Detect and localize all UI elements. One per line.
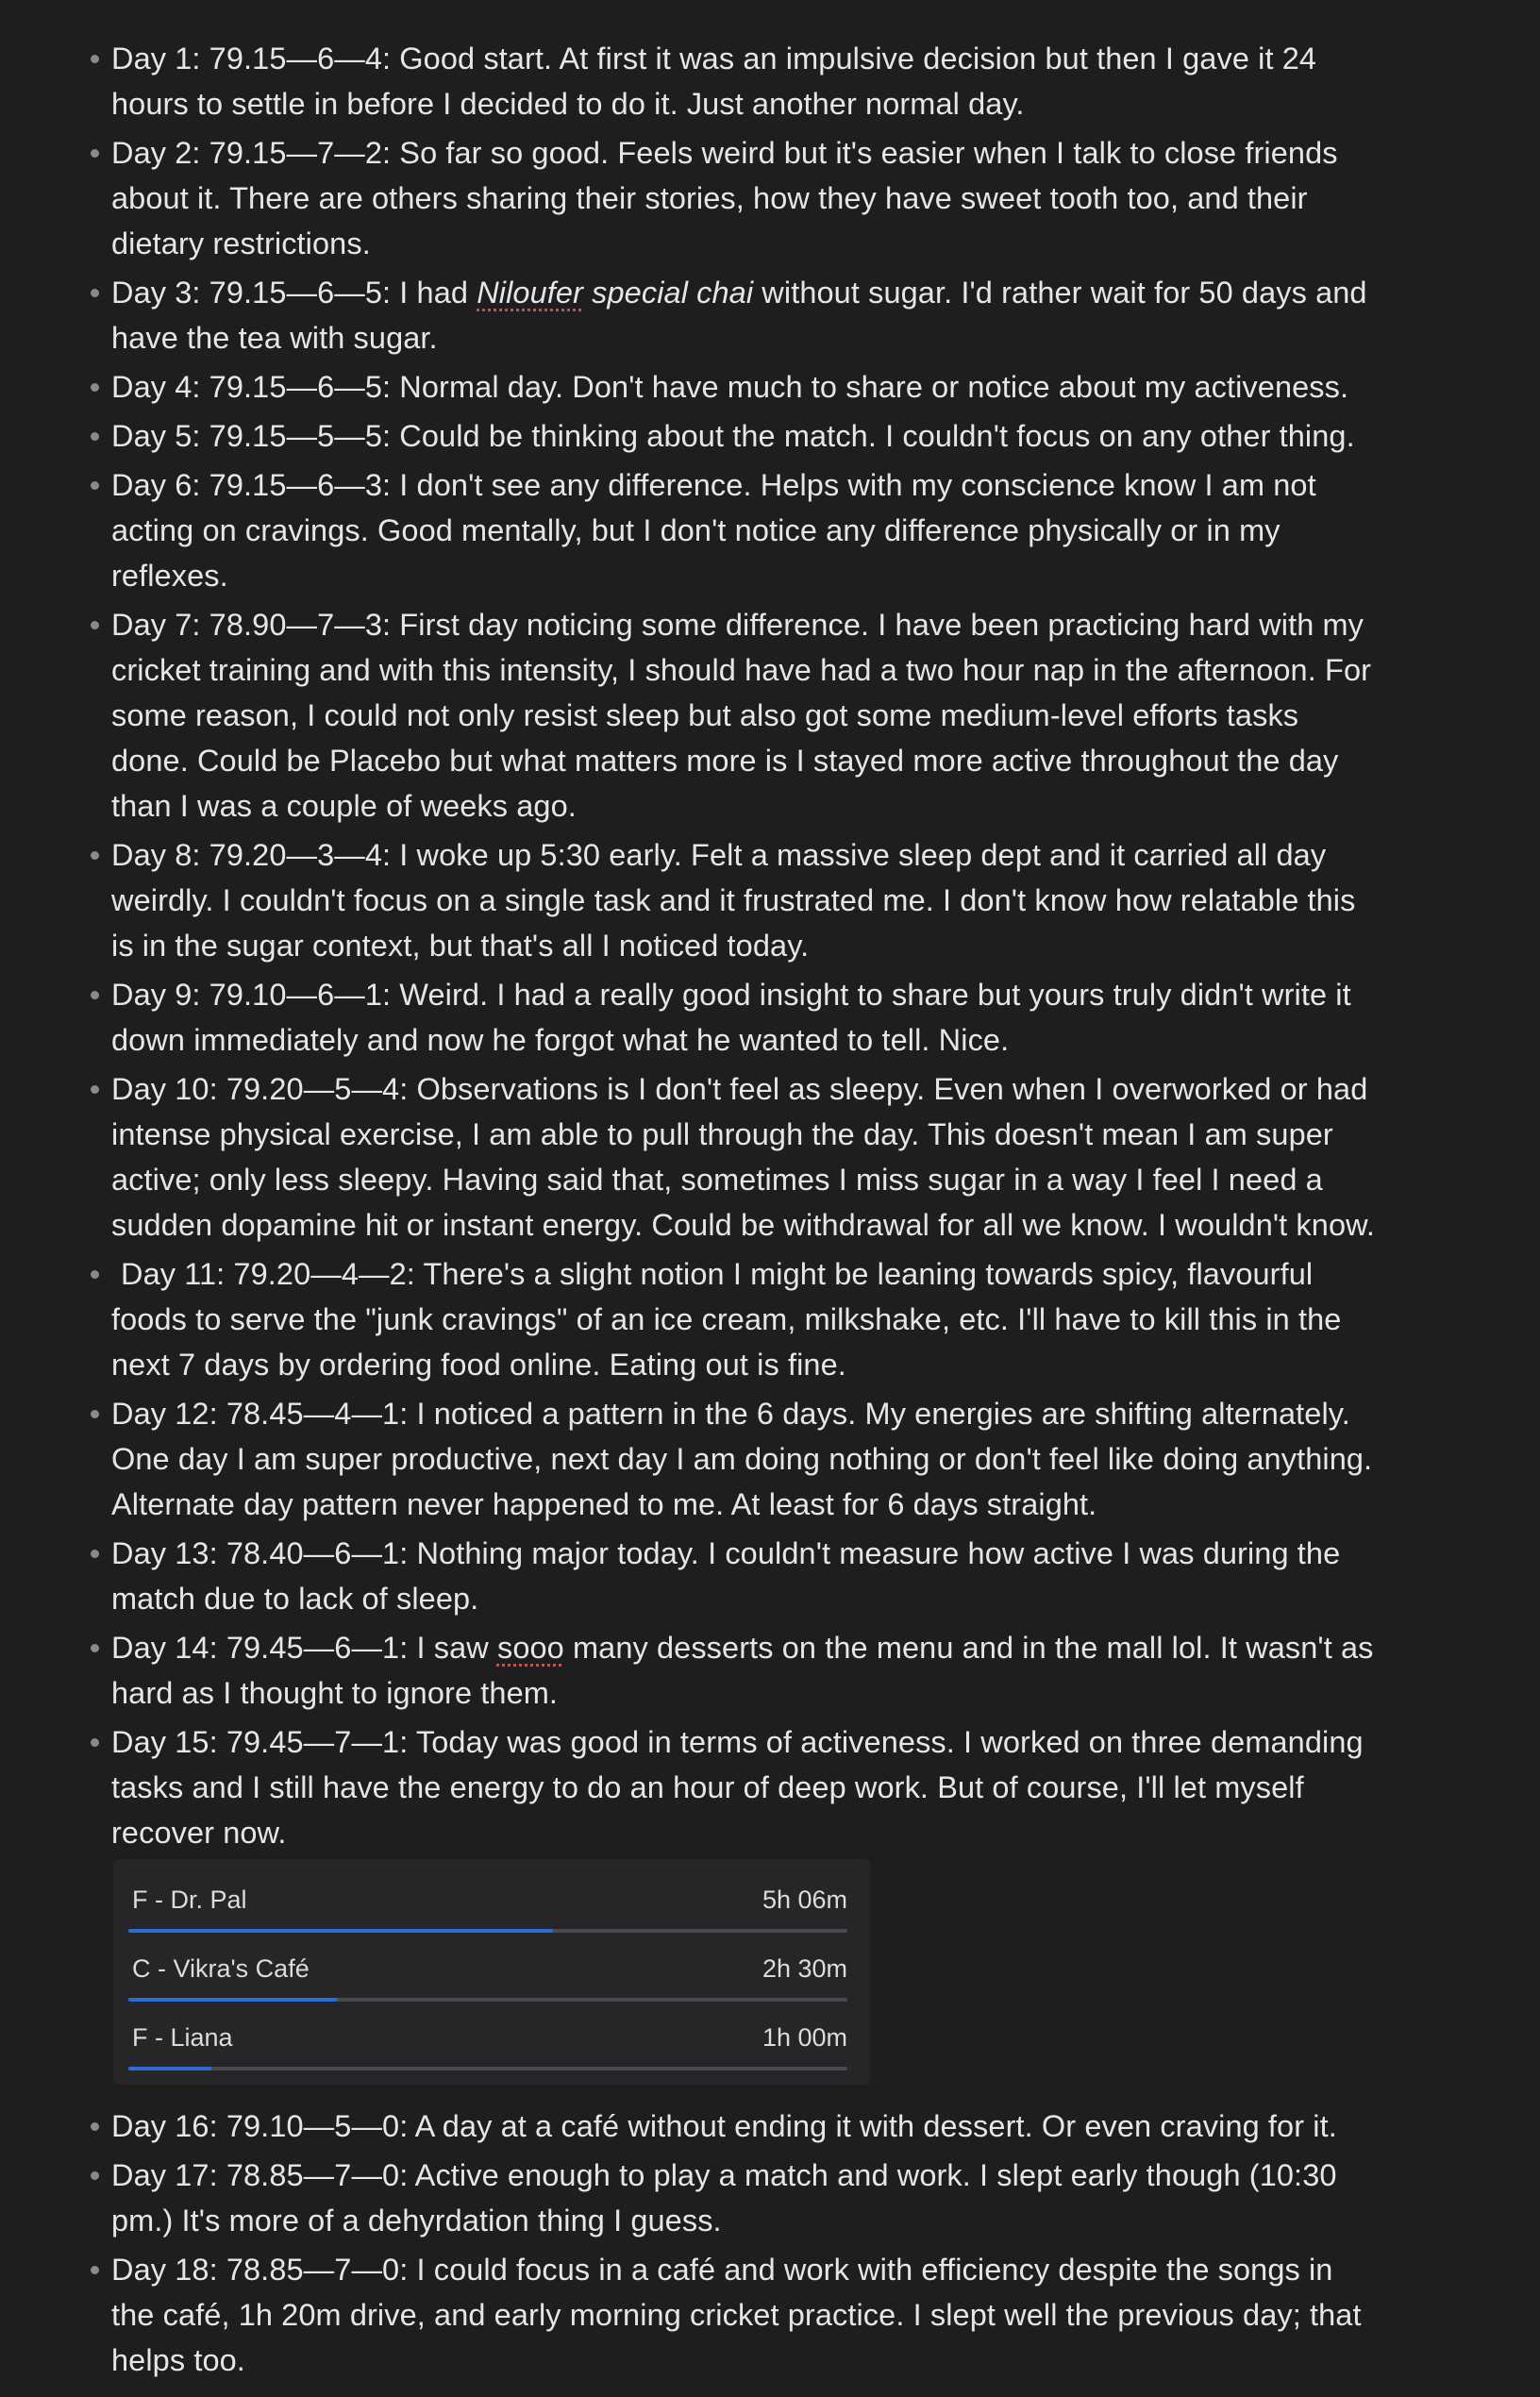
bullet-icon [91,991,99,999]
time-tracker-label: F - Liana [132,2023,233,2052]
bullet-icon [91,1085,99,1094]
list-item-day-4[interactable] [0,364,1376,410]
bullet-icon [91,149,99,158]
bullet-icon [91,621,99,629]
entry-text: Day 18: 78.85—7—0: I could focus in a café and work with efficiency despite the songs in the café, 1h 20m drive, and early morning cricket practice. I slept well the previous day; that helps too. [111,2253,1362,2377]
list-item-day-12[interactable] [0,1391,1376,1527]
entry-text: Day 15: 79.45—7—1: Today was good in terms of activeness. I worked on three demanding tasks and I still have the energy to do an hour of deep work. But of course, I'll let myself recover now. [111,1725,1364,1850]
progress-track [128,2067,847,2070]
misspelled-word[interactable]: sooo [496,1631,564,1665]
list-item-day-5[interactable] [0,413,1376,459]
bullet-icon [91,1644,99,1652]
bullet-icon [91,851,99,860]
progress-fill [128,1929,553,1933]
time-tracker-duration: 5h 06m [762,1886,847,1914]
entry-text: Day 12: 78.45—4—1: I noticed a pattern in the 6 days. My energies are shifting alternately. One day I am super productive, next day I am doing nothing or don't feel like doing anything. Alternate day pattern never happened to me. At least for 6 days straight. [111,1397,1373,1521]
list-item-day-14[interactable] [0,1625,1376,1716]
time-tracker-card[interactable] [113,1859,870,2085]
entry-text: Day 5: 79.15—5—5: Could be thinking about the match. I couldn't focus on any other thing. [111,419,1355,453]
list-item-day-11[interactable] [0,1251,1376,1387]
list-item-day-7[interactable] [0,602,1376,829]
bullet-icon [91,481,99,490]
list-item-day-17[interactable] [0,2153,1376,2243]
italic-rest: special chai [583,276,754,310]
entry-text-before: Day 3: 79.15—6—5: I had [111,276,477,310]
bullet-icon [91,289,99,297]
bullet-icon [91,55,99,63]
progress-fill [128,1998,337,2002]
time-tracker-label: F - Dr. Pal [132,1886,247,1914]
entry-text-after: without sugar. I'd rather wait for 50 days and have the tea with sugar. [111,276,1367,355]
italic-phrase [477,276,753,310]
entry-text: Day 9: 79.10—6—1: Weird. I had a really good insight to share but yours truly didn't write it down immediately and now he forgot what he wanted to tell. Nice. [111,978,1351,1057]
time-tracker-label: C - Vikra's Café [132,1954,310,1983]
time-tracker-row[interactable] [128,1870,847,1939]
progress-track [128,1998,847,2002]
progress-track [128,1929,847,1933]
list-item-day-3[interactable] [0,270,1376,360]
journal-list-part1 [0,36,1540,1855]
list-item-day-15[interactable] [0,1719,1376,1855]
entry-text: Day 8: 79.20—3—4: I woke up 5:30 early. Felt a massive sleep dept and it carried all day weirdly. I couldn't focus on a single task and it frustrated me. I don't know how relatable this is in the sugar context, but that's all I noticed today. [111,838,1356,963]
time-tracker-duration: 2h 30m [762,1954,847,1983]
journal-list-part2 [0,2104,1540,2383]
entry-text: Day 11: 79.20—4—2: There's a slight notion I might be leaning towards spicy, flavourful foods to serve the "junk cravings" of an ice cream, milkshake, etc. I'll have to kill this in the next 7 days by ordering food online. Eating out is fine. [111,1257,1342,1382]
entry-text: Day 13: 78.40—6—1: Nothing major today. I couldn't measure how active I was during the match due to lack of sleep. [111,1536,1341,1616]
list-item-day-13[interactable] [0,1531,1376,1621]
time-tracker-row[interactable] [128,2008,847,2077]
misspelled-word[interactable]: Niloufer [477,276,584,310]
time-tracker-duration: 1h 00m [762,2023,847,2052]
bullet-icon [91,1550,99,1558]
bullet-icon [91,1410,99,1418]
list-item-day-10[interactable] [0,1066,1376,1248]
entry-text: Day 6: 79.15—6—3: I don't see any difference. Helps with my conscience know I am not acting on cravings. Good mentally, but I don't notice any difference physically or in my reflexes. [111,468,1316,593]
bullet-icon [91,2266,99,2274]
bullet-icon [91,2171,99,2180]
list-item-day-6[interactable] [0,462,1376,598]
entry-text: Day 4: 79.15—6—5: Normal day. Don't have much to share or notice about my activeness. [111,370,1349,404]
list-item-day-2[interactable] [0,130,1376,266]
list-item-day-8[interactable] [0,832,1376,968]
list-item-day-1[interactable] [0,36,1376,126]
entry-text: Day 1: 79.15—6—4: Good start. At first it was an impulsive decision but then I gave it 24 hours to settle in before I decided to do it. Just another normal day. [111,42,1317,121]
entry-text: Day 2: 79.15—7—2: So far so good. Feels weird but it's easier when I talk to close friends about it. There are others sharing their stories, how they have sweet tooth too, and their dietary restrictions. [111,136,1338,260]
time-tracker-row[interactable] [128,1939,847,2008]
list-item-day-9[interactable] [0,972,1376,1063]
bullet-icon [91,1270,99,1279]
bullet-icon [91,1738,99,1747]
entry-text [111,1631,1373,1710]
entry-text-after: many desserts on the menu and in the mall lol. It wasn't as hard as I thought to ignore them. [111,1631,1374,1710]
entry-text: Day 10: 79.20—5—4: Observations is I don't feel as sleepy. Even when I overworked or had intense physical exercise, I am able to pull through the day. This doesn't mean I am super active; only less sleepy. Having said that, sometimes I miss sugar in a way I feel I need a sudden dopamine hit or instant energy. Could be withdrawal for all we know. I wouldn't know. [111,1072,1376,1242]
list-item-day-18[interactable] [0,2247,1376,2383]
bullet-icon [91,383,99,392]
bullet-icon [91,432,99,441]
list-item-day-16[interactable] [0,2104,1376,2149]
bullet-icon [91,2122,99,2131]
entry-text: Day 7: 78.90—7—3: First day noticing some difference. I have been practicing hard with my cricket training and with this intensity, I should have had a two hour nap in the afternoon. For some reason, I could not only resist sleep but also got some medium-level efforts tasks done. Could be Placebo but what matters more is I stayed more active throughout the day than I was a couple of weeks ago. [111,608,1372,823]
entry-text: Day 17: 78.85—7—0: Active enough to play a match and work. I slept early though (10:30 pm.) It's more of a dehyrdation thing I guess. [111,2158,1337,2238]
entry-text [111,276,1367,355]
entry-text: Day 16: 79.10—5—0: A day at a café without ending it with dessert. Or even craving for it. [111,2109,1337,2143]
progress-fill [128,2067,211,2070]
entry-text-before: Day 14: 79.45—6—1: I saw [111,1631,497,1665]
